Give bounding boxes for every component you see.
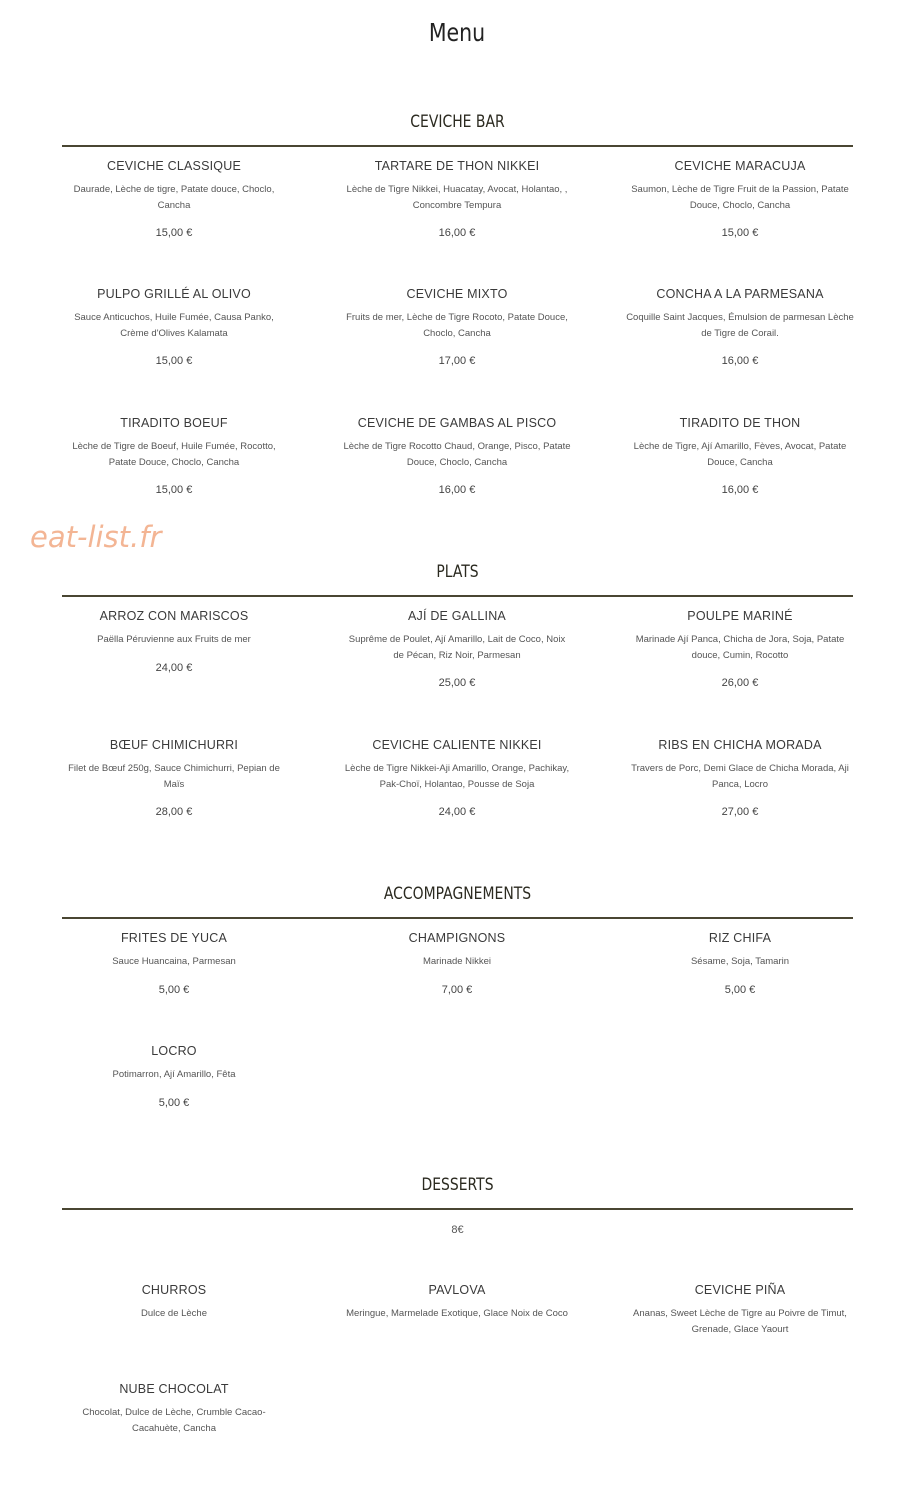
item-price: 5,00 € bbox=[724, 984, 756, 996]
menu-item bbox=[626, 158, 854, 213]
item-name: AJÍ DE GALLINA bbox=[408, 609, 506, 623]
item-name: CONCHA A LA PARMESANA bbox=[656, 287, 824, 301]
item-price: 16,00 € bbox=[438, 484, 476, 496]
menu-item bbox=[60, 415, 288, 470]
item-name: PULPO GRILLÉ AL OLIVO bbox=[97, 287, 251, 301]
item-name: CEVICHE PIÑA bbox=[694, 1283, 786, 1297]
item-description: Filet de Bœuf 250g, Sauce Chimichurri, Pepian de Maïs bbox=[68, 763, 280, 790]
item-name: CEVICHE CALIENTE NIKKEI bbox=[372, 738, 542, 752]
item-name: CHURROS bbox=[141, 1283, 207, 1297]
section-heading: CEVICHE BAR bbox=[410, 112, 505, 132]
item-name: TARTARE DE THON NIKKEI bbox=[374, 159, 540, 173]
item-description: Marinade Nikkei bbox=[422, 956, 492, 967]
menu-item bbox=[626, 1282, 854, 1337]
item-price: 7,00 € bbox=[441, 984, 473, 996]
item-description: Lèche de Tigre, Ají Amarillo, Fèves, Avocat, Patate Douce, Cancha bbox=[633, 441, 847, 468]
section-heading: ACCOMPAGNEMENTS bbox=[383, 884, 532, 904]
item-price: 15,00 € bbox=[721, 227, 759, 239]
menu-item bbox=[60, 1043, 288, 1083]
item-description: Lèche de Tigre de Boeuf, Huile Fumée, Rocotto, Patate Douce, Choclo, Cancha bbox=[72, 441, 276, 468]
item-price: 25,00 € bbox=[438, 677, 476, 689]
menu-item bbox=[626, 415, 854, 470]
menu-item bbox=[343, 608, 571, 663]
menu-item bbox=[626, 737, 854, 792]
item-name: CEVICHE CLASSIQUE bbox=[107, 159, 241, 173]
section-heading: DESSERTS bbox=[421, 1175, 494, 1195]
menu-item bbox=[343, 158, 571, 213]
item-name: FRITES DE YUCA bbox=[120, 931, 228, 945]
item-description: Sauce Huancaina, Parmesan bbox=[112, 956, 236, 967]
item-name: CEVICHE DE GAMBAS AL PISCO bbox=[357, 416, 557, 430]
item-name: ARROZ CON MARISCOS bbox=[99, 609, 249, 623]
item-name: TIRADITO DE THON bbox=[679, 416, 801, 430]
section-heading: PLATS bbox=[436, 562, 479, 582]
menu-item bbox=[60, 158, 288, 213]
item-description: Coquille Saint Jacques, Émulsion de parmesan Lèche de Tigre de Corail. bbox=[626, 312, 854, 339]
menu-item bbox=[60, 608, 288, 648]
menu-item bbox=[60, 1381, 288, 1436]
item-description: Meringue, Marmelade Exotique, Glace Noix de Coco bbox=[346, 1308, 568, 1319]
item-price: 16,00 € bbox=[721, 484, 759, 496]
item-price: 5,00 € bbox=[158, 1097, 190, 1109]
item-name: CEVICHE MARACUJA bbox=[674, 159, 806, 173]
item-description: Lèche de Tigre Nikkei, Huacatay, Avocat, Holantao, , Concombre Tempura bbox=[346, 184, 568, 211]
item-price: 5,00 € bbox=[158, 984, 190, 996]
item-description: Potimarron, Ají Amarillo, Fêta bbox=[112, 1069, 236, 1080]
menu-item bbox=[60, 286, 288, 341]
item-price: 15,00 € bbox=[155, 355, 193, 367]
item-name: POULPE MARINÉ bbox=[687, 609, 793, 623]
item-description: Fruits de mer, Lèche de Tigre Rocoto, Patate Douce, Choclo, Cancha bbox=[346, 312, 568, 339]
item-name: RIBS EN CHICHA MORADA bbox=[658, 738, 822, 752]
item-description: Daurade, Lèche de tigre, Patate douce, Choclo, Cancha bbox=[73, 184, 275, 211]
item-description: Ananas, Sweet Lèche de Tigre au Poivre de Timut, Grenade, Glace Yaourt bbox=[633, 1308, 847, 1335]
menu-item bbox=[60, 1282, 288, 1322]
menu-item bbox=[343, 415, 571, 470]
item-description: Travers de Porc, Demi Glace de Chicha Morada, Aji Panca, Locro bbox=[631, 763, 849, 790]
item-description: Sauce Anticuchos, Huile Fumée, Causa Panko, Crème d'Olives Kalamata bbox=[74, 312, 274, 339]
item-description: Dulce de Lèche bbox=[140, 1308, 208, 1319]
item-description: Sésame, Soja, Tamarin bbox=[690, 956, 790, 967]
menu-item bbox=[60, 737, 288, 792]
menu-item bbox=[626, 608, 854, 663]
section-divider bbox=[62, 1208, 853, 1210]
item-description: Suprême de Poulet, Ají Amarillo, Lait de Coco, Noix de Pécan, Riz Noir, Parmesan bbox=[348, 634, 566, 661]
section-divider bbox=[62, 145, 853, 147]
watermark: eat-list.fr bbox=[30, 520, 162, 554]
item-price: 15,00 € bbox=[155, 484, 193, 496]
item-price: 27,00 € bbox=[721, 806, 759, 818]
menu-item bbox=[626, 286, 854, 341]
page-title: Menu bbox=[428, 18, 486, 47]
item-name: RIZ CHIFA bbox=[708, 931, 772, 945]
menu-item bbox=[60, 930, 288, 970]
item-description: Marinade Ají Panca, Chicha de Jora, Soja, Patate douce, Cumin, Rocotto bbox=[635, 634, 845, 661]
item-description: Saumon, Lèche de Tigre Fruit de la Passion, Patate Douce, Choclo, Cancha bbox=[631, 184, 849, 211]
menu-item bbox=[626, 930, 854, 970]
item-price: 24,00 € bbox=[155, 662, 193, 674]
item-name: BŒUF CHIMICHURRI bbox=[109, 738, 239, 752]
item-price: 16,00 € bbox=[721, 355, 759, 367]
section-price-note: 8€ bbox=[451, 1224, 464, 1236]
item-price: 24,00 € bbox=[438, 806, 476, 818]
item-price: 26,00 € bbox=[721, 677, 759, 689]
item-name: TIRADITO BOEUF bbox=[120, 416, 228, 430]
item-price: 17,00 € bbox=[438, 355, 476, 367]
item-description: Lèche de Tigre Rocotto Chaud, Orange, Pisco, Patate Douce, Choclo, Cancha bbox=[343, 441, 571, 468]
item-name: CHAMPIGNONS bbox=[408, 931, 506, 945]
item-price: 15,00 € bbox=[155, 227, 193, 239]
menu-item bbox=[343, 1282, 571, 1322]
item-price: 28,00 € bbox=[155, 806, 193, 818]
menu-item bbox=[343, 286, 571, 341]
item-name: NUBE CHOCOLAT bbox=[119, 1382, 229, 1396]
item-name: LOCRO bbox=[151, 1044, 197, 1058]
item-description: Paëlla Péruvienne aux Fruits de mer bbox=[97, 634, 251, 645]
section-divider bbox=[62, 595, 853, 597]
section-divider bbox=[62, 917, 853, 919]
item-price: 16,00 € bbox=[438, 227, 476, 239]
menu-item bbox=[343, 930, 571, 970]
item-description: Lèche de Tigre Nikkei-Aji Amarillo, Orange, Pachikay, Pak-Choï, Holantao, Pousse de Soja bbox=[344, 763, 570, 790]
item-name: PAVLOVA bbox=[428, 1283, 486, 1297]
item-description: Chocolat, Dulce de Lèche, Crumble Cacao-Cacahuète, Cancha bbox=[82, 1407, 266, 1434]
item-name: CEVICHE MIXTO bbox=[406, 287, 508, 301]
menu-item bbox=[343, 737, 571, 792]
